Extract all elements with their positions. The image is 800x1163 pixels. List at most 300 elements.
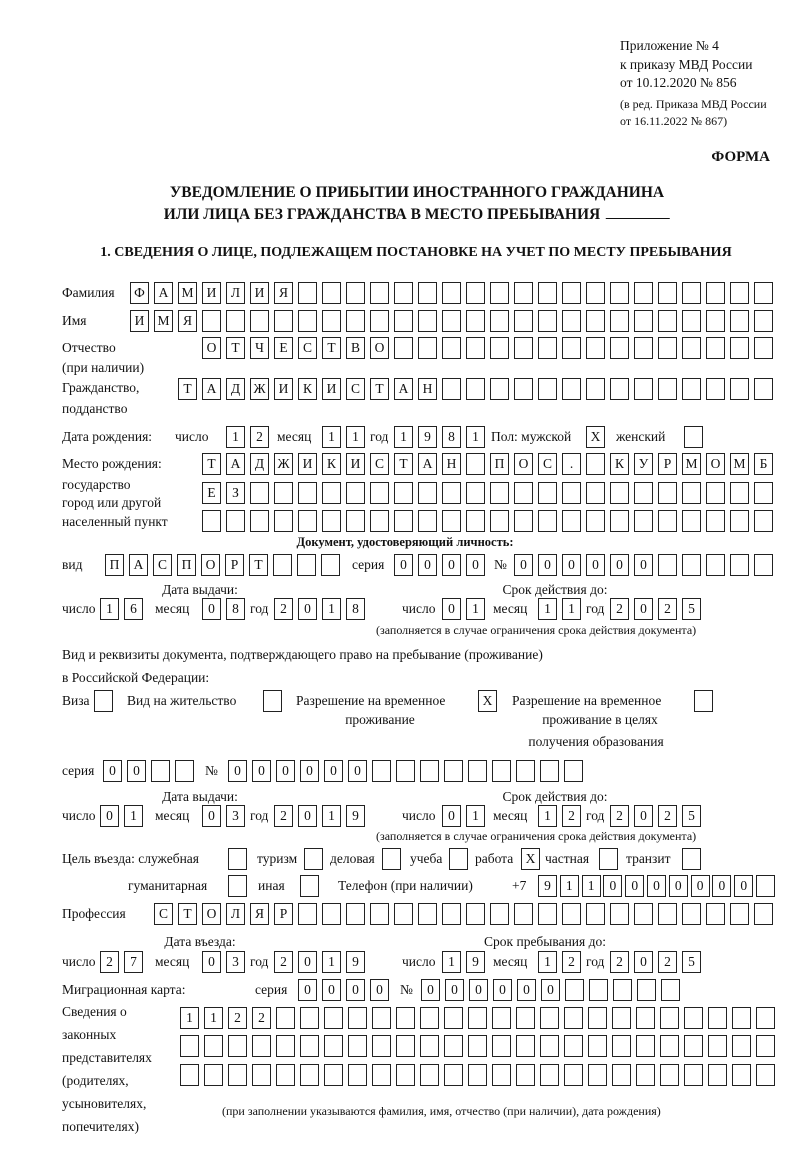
- char-cell[interactable]: 0: [469, 979, 488, 1001]
- char-cell[interactable]: [322, 310, 341, 332]
- char-cell[interactable]: [420, 1007, 439, 1029]
- char-cell[interactable]: И: [274, 378, 293, 400]
- char-cell[interactable]: [418, 337, 437, 359]
- char-cell[interactable]: 0: [127, 760, 146, 782]
- char-cell[interactable]: [754, 310, 773, 332]
- char-cell[interactable]: [394, 310, 413, 332]
- char-cell[interactable]: [538, 282, 557, 304]
- char-cell[interactable]: И: [202, 282, 221, 304]
- char-cell[interactable]: [442, 282, 461, 304]
- char-cell[interactable]: [202, 510, 221, 532]
- char-cell[interactable]: Н: [442, 453, 461, 475]
- char-cell[interactable]: [348, 1035, 367, 1057]
- char-cell[interactable]: 0: [634, 598, 653, 620]
- char-cell[interactable]: [732, 1064, 751, 1086]
- char-cell[interactable]: Д: [226, 378, 245, 400]
- char-cell[interactable]: 0: [394, 554, 413, 576]
- char-cell[interactable]: 2: [274, 598, 293, 620]
- char-cell[interactable]: [298, 482, 317, 504]
- char-cell[interactable]: 5: [682, 598, 701, 620]
- char-cell[interactable]: 0: [634, 554, 653, 576]
- char-cell[interactable]: [658, 310, 677, 332]
- char-cell[interactable]: [514, 378, 533, 400]
- char-cell[interactable]: [492, 1035, 511, 1057]
- char-cell[interactable]: [658, 482, 677, 504]
- char-cell[interactable]: 0: [322, 979, 341, 1001]
- char-cell[interactable]: [730, 554, 749, 576]
- char-cell[interactable]: [442, 510, 461, 532]
- char-cell[interactable]: И: [250, 282, 269, 304]
- char-cell[interactable]: [564, 1064, 583, 1086]
- char-cell[interactable]: [396, 1035, 415, 1057]
- char-cell[interactable]: [420, 1035, 439, 1057]
- char-cell[interactable]: [610, 282, 629, 304]
- char-cell[interactable]: [658, 903, 677, 925]
- char-cell[interactable]: [466, 482, 485, 504]
- char-cell[interactable]: [276, 1007, 295, 1029]
- char-cell[interactable]: [492, 1064, 511, 1086]
- char-cell[interactable]: П: [177, 554, 196, 576]
- char-cell[interactable]: 2: [610, 805, 629, 827]
- char-cell[interactable]: [756, 1064, 775, 1086]
- char-cell[interactable]: 1: [466, 598, 485, 620]
- char-cell[interactable]: [658, 378, 677, 400]
- char-cell[interactable]: 5: [682, 805, 701, 827]
- char-cell[interactable]: [586, 482, 605, 504]
- char-cell[interactable]: 0: [300, 760, 319, 782]
- char-cell[interactable]: [732, 1007, 751, 1029]
- char-cell[interactable]: 1: [394, 426, 413, 448]
- char-cell[interactable]: 2: [658, 951, 677, 973]
- char-cell[interactable]: [682, 848, 701, 870]
- char-cell[interactable]: [466, 310, 485, 332]
- char-cell[interactable]: 1: [538, 598, 557, 620]
- char-cell[interactable]: [756, 875, 775, 897]
- char-cell[interactable]: [694, 690, 713, 712]
- char-cell[interactable]: [370, 482, 389, 504]
- char-cell[interactable]: Ж: [250, 378, 269, 400]
- char-cell[interactable]: О: [370, 337, 389, 359]
- char-cell[interactable]: [586, 378, 605, 400]
- char-cell[interactable]: 0: [445, 979, 464, 1001]
- char-cell[interactable]: 1: [442, 951, 461, 973]
- char-cell[interactable]: [490, 482, 509, 504]
- char-cell[interactable]: [228, 1064, 247, 1086]
- char-cell[interactable]: [444, 1035, 463, 1057]
- char-cell[interactable]: 2: [562, 951, 581, 973]
- char-cell[interactable]: 2: [274, 951, 293, 973]
- char-cell[interactable]: [610, 510, 629, 532]
- char-cell[interactable]: 2: [658, 598, 677, 620]
- char-cell[interactable]: 2: [658, 805, 677, 827]
- char-cell[interactable]: Д: [250, 453, 269, 475]
- char-cell[interactable]: А: [418, 453, 437, 475]
- char-cell[interactable]: 1: [538, 951, 557, 973]
- char-cell[interactable]: [684, 1007, 703, 1029]
- char-cell[interactable]: [516, 760, 535, 782]
- char-cell[interactable]: [466, 378, 485, 400]
- char-cell[interactable]: [613, 979, 632, 1001]
- char-cell[interactable]: М: [154, 310, 173, 332]
- char-cell[interactable]: [490, 337, 509, 359]
- char-cell[interactable]: [682, 282, 701, 304]
- char-cell[interactable]: [346, 903, 365, 925]
- char-cell[interactable]: .: [562, 453, 581, 475]
- char-cell[interactable]: [298, 282, 317, 304]
- char-cell[interactable]: [204, 1064, 223, 1086]
- char-cell[interactable]: [540, 760, 559, 782]
- char-cell[interactable]: [730, 903, 749, 925]
- char-cell[interactable]: [466, 282, 485, 304]
- char-cell[interactable]: С: [153, 554, 172, 576]
- char-cell[interactable]: [394, 510, 413, 532]
- char-cell[interactable]: [588, 1007, 607, 1029]
- char-cell[interactable]: 0: [538, 554, 557, 576]
- char-cell[interactable]: О: [201, 554, 220, 576]
- char-cell[interactable]: Т: [394, 453, 413, 475]
- char-cell[interactable]: [540, 1035, 559, 1057]
- char-cell[interactable]: К: [322, 453, 341, 475]
- char-cell[interactable]: 7: [124, 951, 143, 973]
- char-cell[interactable]: [658, 282, 677, 304]
- char-cell[interactable]: [492, 1007, 511, 1029]
- char-cell[interactable]: [394, 903, 413, 925]
- char-cell[interactable]: Т: [202, 453, 221, 475]
- char-cell[interactable]: [634, 482, 653, 504]
- char-cell[interactable]: [298, 310, 317, 332]
- char-cell[interactable]: [516, 1035, 535, 1057]
- char-cell[interactable]: Ж: [274, 453, 293, 475]
- char-cell[interactable]: Т: [178, 378, 197, 400]
- char-cell[interactable]: 2: [252, 1007, 271, 1029]
- char-cell[interactable]: [636, 1035, 655, 1057]
- char-cell[interactable]: 0: [541, 979, 560, 1001]
- char-cell[interactable]: [420, 1064, 439, 1086]
- char-cell[interactable]: 8: [442, 426, 461, 448]
- char-cell[interactable]: М: [682, 453, 701, 475]
- char-cell[interactable]: [372, 760, 391, 782]
- char-cell[interactable]: З: [226, 482, 245, 504]
- char-cell[interactable]: [252, 1064, 271, 1086]
- char-cell[interactable]: [732, 1035, 751, 1057]
- char-cell[interactable]: 1: [346, 426, 365, 448]
- char-cell[interactable]: 0: [625, 875, 644, 897]
- char-cell[interactable]: О: [514, 453, 533, 475]
- char-cell[interactable]: [562, 378, 581, 400]
- char-cell[interactable]: 3: [226, 805, 245, 827]
- char-cell[interactable]: [634, 310, 653, 332]
- char-cell[interactable]: 8: [346, 598, 365, 620]
- char-cell[interactable]: [394, 282, 413, 304]
- char-cell[interactable]: Т: [322, 337, 341, 359]
- char-cell[interactable]: 3: [226, 951, 245, 973]
- char-cell[interactable]: [420, 760, 439, 782]
- char-cell[interactable]: И: [130, 310, 149, 332]
- char-cell[interactable]: [612, 1007, 631, 1029]
- char-cell[interactable]: [754, 337, 773, 359]
- char-cell[interactable]: 1: [562, 598, 581, 620]
- char-cell[interactable]: [202, 310, 221, 332]
- char-cell[interactable]: [706, 310, 725, 332]
- char-cell[interactable]: [682, 554, 701, 576]
- char-cell[interactable]: [322, 903, 341, 925]
- char-cell[interactable]: [346, 282, 365, 304]
- char-cell[interactable]: Е: [274, 337, 293, 359]
- char-cell[interactable]: К: [298, 378, 317, 400]
- char-cell[interactable]: [466, 510, 485, 532]
- char-cell[interactable]: О: [202, 903, 221, 925]
- char-cell[interactable]: 9: [538, 875, 557, 897]
- char-cell[interactable]: [263, 690, 282, 712]
- char-cell[interactable]: [586, 337, 605, 359]
- char-cell[interactable]: [562, 310, 581, 332]
- char-cell[interactable]: [658, 510, 677, 532]
- char-cell[interactable]: [538, 482, 557, 504]
- char-cell[interactable]: [324, 1007, 343, 1029]
- char-cell[interactable]: [634, 510, 653, 532]
- char-cell[interactable]: [442, 903, 461, 925]
- char-cell[interactable]: 5: [682, 951, 701, 973]
- char-cell[interactable]: Т: [226, 337, 245, 359]
- char-cell[interactable]: [682, 510, 701, 532]
- char-cell[interactable]: [754, 554, 773, 576]
- char-cell[interactable]: [514, 282, 533, 304]
- char-cell[interactable]: 2: [250, 426, 269, 448]
- char-cell[interactable]: Т: [249, 554, 268, 576]
- char-cell[interactable]: [708, 1035, 727, 1057]
- char-cell[interactable]: [562, 282, 581, 304]
- char-cell[interactable]: [754, 282, 773, 304]
- char-cell[interactable]: [754, 903, 773, 925]
- char-cell[interactable]: Р: [225, 554, 244, 576]
- char-cell[interactable]: [682, 310, 701, 332]
- char-cell[interactable]: [324, 1064, 343, 1086]
- char-cell[interactable]: П: [105, 554, 124, 576]
- char-cell[interactable]: [228, 1035, 247, 1057]
- char-cell[interactable]: 9: [346, 805, 365, 827]
- char-cell[interactable]: О: [202, 337, 221, 359]
- char-cell[interactable]: Л: [226, 903, 245, 925]
- char-cell[interactable]: [396, 760, 415, 782]
- char-cell[interactable]: 0: [202, 598, 221, 620]
- char-cell[interactable]: 1: [538, 805, 557, 827]
- char-cell[interactable]: [370, 310, 389, 332]
- char-cell[interactable]: [610, 482, 629, 504]
- char-cell[interactable]: М: [178, 282, 197, 304]
- char-cell[interactable]: [324, 1035, 343, 1057]
- char-cell[interactable]: [94, 690, 113, 712]
- char-cell[interactable]: Е: [202, 482, 221, 504]
- char-cell[interactable]: [322, 510, 341, 532]
- char-cell[interactable]: 2: [274, 805, 293, 827]
- char-cell[interactable]: [730, 282, 749, 304]
- char-cell[interactable]: 1: [180, 1007, 199, 1029]
- char-cell[interactable]: [634, 282, 653, 304]
- char-cell[interactable]: Ф: [130, 282, 149, 304]
- char-cell[interactable]: [370, 903, 389, 925]
- char-cell[interactable]: [660, 1007, 679, 1029]
- char-cell[interactable]: 2: [610, 598, 629, 620]
- char-cell[interactable]: [252, 1035, 271, 1057]
- char-cell[interactable]: 0: [276, 760, 295, 782]
- char-cell[interactable]: 0: [610, 554, 629, 576]
- char-cell[interactable]: [442, 378, 461, 400]
- char-cell[interactable]: 0: [202, 805, 221, 827]
- char-cell[interactable]: [634, 903, 653, 925]
- char-cell[interactable]: 0: [324, 760, 343, 782]
- char-cell[interactable]: 2: [610, 951, 629, 973]
- char-cell[interactable]: [466, 903, 485, 925]
- char-cell[interactable]: [300, 1007, 319, 1029]
- char-cell[interactable]: 0: [669, 875, 688, 897]
- char-cell[interactable]: [586, 282, 605, 304]
- char-cell[interactable]: А: [129, 554, 148, 576]
- char-cell[interactable]: 0: [421, 979, 440, 1001]
- char-cell[interactable]: [418, 282, 437, 304]
- char-cell[interactable]: С: [346, 378, 365, 400]
- char-cell[interactable]: 0: [603, 875, 622, 897]
- char-cell[interactable]: 0: [466, 554, 485, 576]
- char-cell[interactable]: [468, 1035, 487, 1057]
- char-cell[interactable]: [468, 1007, 487, 1029]
- char-cell[interactable]: [706, 554, 725, 576]
- char-cell[interactable]: [612, 1064, 631, 1086]
- char-cell[interactable]: 0: [691, 875, 710, 897]
- char-cell[interactable]: 0: [586, 554, 605, 576]
- char-cell[interactable]: Р: [274, 903, 293, 925]
- char-cell[interactable]: [586, 510, 605, 532]
- char-cell[interactable]: [636, 1064, 655, 1086]
- char-cell[interactable]: Я: [178, 310, 197, 332]
- char-cell[interactable]: [444, 1007, 463, 1029]
- char-cell[interactable]: [442, 310, 461, 332]
- char-cell[interactable]: [418, 310, 437, 332]
- char-cell[interactable]: [276, 1064, 295, 1086]
- char-cell[interactable]: [682, 482, 701, 504]
- char-cell[interactable]: 6: [124, 598, 143, 620]
- char-cell[interactable]: [730, 378, 749, 400]
- char-cell[interactable]: 0: [517, 979, 536, 1001]
- char-cell[interactable]: [538, 310, 557, 332]
- char-cell[interactable]: [661, 979, 680, 1001]
- char-cell[interactable]: 9: [466, 951, 485, 973]
- char-cell[interactable]: [273, 554, 292, 576]
- char-cell[interactable]: [586, 453, 605, 475]
- char-cell[interactable]: [348, 1064, 367, 1086]
- char-cell[interactable]: [754, 510, 773, 532]
- char-cell[interactable]: [586, 310, 605, 332]
- char-cell[interactable]: Р: [658, 453, 677, 475]
- char-cell[interactable]: [300, 1064, 319, 1086]
- char-cell[interactable]: 1: [124, 805, 143, 827]
- char-cell[interactable]: 0: [634, 951, 653, 973]
- char-cell[interactable]: 0: [442, 554, 461, 576]
- char-cell[interactable]: [396, 1007, 415, 1029]
- char-cell[interactable]: [180, 1035, 199, 1057]
- char-cell[interactable]: [634, 337, 653, 359]
- char-cell[interactable]: [346, 482, 365, 504]
- char-cell[interactable]: К: [610, 453, 629, 475]
- char-cell[interactable]: 1: [322, 426, 341, 448]
- char-cell[interactable]: 0: [103, 760, 122, 782]
- char-cell[interactable]: [538, 903, 557, 925]
- char-cell[interactable]: [274, 310, 293, 332]
- char-cell[interactable]: [372, 1064, 391, 1086]
- char-cell[interactable]: [490, 310, 509, 332]
- char-cell[interactable]: 1: [560, 875, 579, 897]
- char-cell[interactable]: [538, 337, 557, 359]
- char-cell[interactable]: 1: [226, 426, 245, 448]
- char-cell[interactable]: [346, 510, 365, 532]
- char-cell[interactable]: [682, 337, 701, 359]
- char-cell[interactable]: [730, 310, 749, 332]
- char-cell[interactable]: [514, 903, 533, 925]
- char-cell[interactable]: 0: [712, 875, 731, 897]
- char-cell[interactable]: [684, 1064, 703, 1086]
- char-cell[interactable]: [490, 378, 509, 400]
- char-cell[interactable]: Т: [178, 903, 197, 925]
- char-cell[interactable]: 9: [418, 426, 437, 448]
- char-cell[interactable]: [370, 282, 389, 304]
- char-cell[interactable]: [490, 510, 509, 532]
- char-cell[interactable]: [382, 848, 401, 870]
- char-cell[interactable]: [466, 453, 485, 475]
- char-cell[interactable]: [444, 760, 463, 782]
- char-cell[interactable]: У: [634, 453, 653, 475]
- char-cell[interactable]: [204, 1035, 223, 1057]
- char-cell[interactable]: П: [490, 453, 509, 475]
- char-cell[interactable]: 0: [252, 760, 271, 782]
- char-cell[interactable]: [756, 1007, 775, 1029]
- char-cell[interactable]: [660, 1035, 679, 1057]
- char-cell[interactable]: В: [346, 337, 365, 359]
- char-cell[interactable]: 0: [418, 554, 437, 576]
- char-cell[interactable]: [610, 903, 629, 925]
- char-cell[interactable]: [322, 282, 341, 304]
- char-cell[interactable]: 1: [466, 426, 485, 448]
- char-cell[interactable]: [588, 1064, 607, 1086]
- char-cell[interactable]: [372, 1007, 391, 1029]
- char-cell[interactable]: X: [586, 426, 605, 448]
- char-cell[interactable]: [516, 1064, 535, 1086]
- char-cell[interactable]: [444, 1064, 463, 1086]
- char-cell[interactable]: [228, 875, 247, 897]
- char-cell[interactable]: О: [706, 453, 725, 475]
- char-cell[interactable]: [418, 903, 437, 925]
- char-cell[interactable]: [589, 979, 608, 1001]
- char-cell[interactable]: [588, 1035, 607, 1057]
- char-cell[interactable]: [562, 482, 581, 504]
- char-cell[interactable]: 0: [647, 875, 666, 897]
- char-cell[interactable]: [562, 903, 581, 925]
- char-cell[interactable]: [372, 1035, 391, 1057]
- char-cell[interactable]: 0: [298, 979, 317, 1001]
- char-cell[interactable]: [564, 1007, 583, 1029]
- char-cell[interactable]: [449, 848, 468, 870]
- char-cell[interactable]: [682, 378, 701, 400]
- char-cell[interactable]: 0: [298, 598, 317, 620]
- char-cell[interactable]: [466, 337, 485, 359]
- char-cell[interactable]: 0: [348, 760, 367, 782]
- char-cell[interactable]: [706, 337, 725, 359]
- char-cell[interactable]: 8: [226, 598, 245, 620]
- char-cell[interactable]: [599, 848, 618, 870]
- place-blank[interactable]: [606, 206, 670, 219]
- char-cell[interactable]: [276, 1035, 295, 1057]
- char-cell[interactable]: [322, 482, 341, 504]
- char-cell[interactable]: [684, 426, 703, 448]
- char-cell[interactable]: Б: [754, 453, 773, 475]
